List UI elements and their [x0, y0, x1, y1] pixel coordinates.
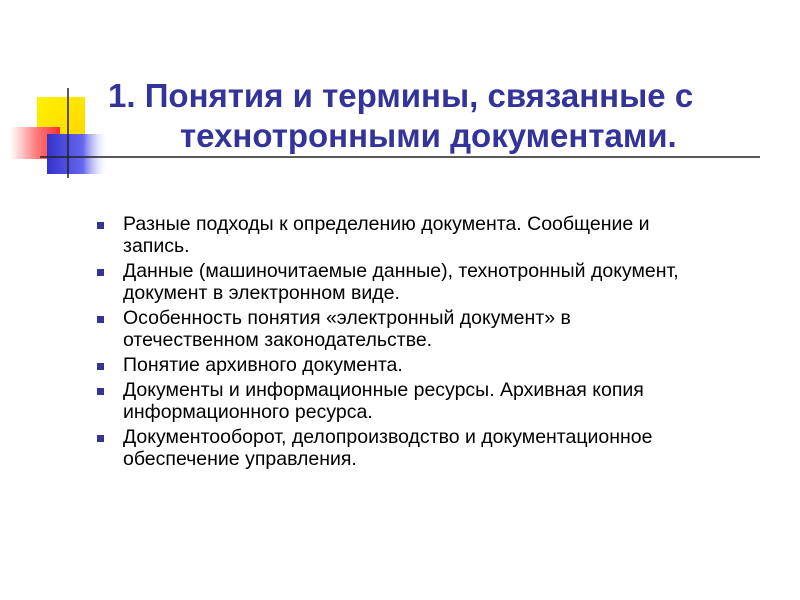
bullet-item — [96, 354, 746, 376]
square-bullet-icon — [97, 269, 104, 276]
bullet-text-line-1: Документы и информационные ресурсы. Архивная копия — [123, 379, 644, 401]
bullet-text-line-2: документ в электронном виде. — [123, 282, 400, 304]
bullet-item — [96, 426, 746, 470]
bullet-item — [96, 307, 746, 351]
bullet-text-line-1: Понятие архивного документа. — [123, 354, 403, 376]
bullet-list — [96, 213, 746, 473]
bullet-text-line-2: обеспечение управления. — [123, 448, 357, 470]
square-bullet-icon — [97, 316, 104, 323]
bullet-text-line-2: запись. — [123, 235, 190, 257]
title-line-1: 1. Понятия и термины, связанные с — [108, 77, 694, 114]
square-bullet-icon — [97, 222, 104, 229]
bullet-item — [96, 379, 746, 423]
bullet-item — [96, 260, 746, 304]
bullet-text-line-2: отечественном законодательстве. — [123, 329, 433, 351]
square-bullet-icon — [97, 388, 104, 395]
square-bullet-icon — [97, 435, 104, 442]
bullet-text-line-1: Разные подходы к определению документа. Сообщение и — [123, 213, 650, 235]
bullet-text-line-1: Особенность понятия «электронный документ» в — [123, 307, 571, 329]
slide-title — [100, 76, 790, 156]
square-bullet-icon — [97, 363, 104, 370]
title-line-2: технотронными документами. — [180, 117, 677, 154]
blue-square — [47, 134, 107, 174]
bullet-text-line-2: информационного ресурса. — [123, 401, 373, 423]
bullet-item — [96, 213, 746, 257]
bullet-text-line-1: Данные (машиночитаемые данные), технотронный документ, — [123, 260, 679, 282]
bullet-text-line-1: Документооборот, делопроизводство и документационное — [123, 426, 653, 448]
title-underline — [120, 156, 760, 160]
